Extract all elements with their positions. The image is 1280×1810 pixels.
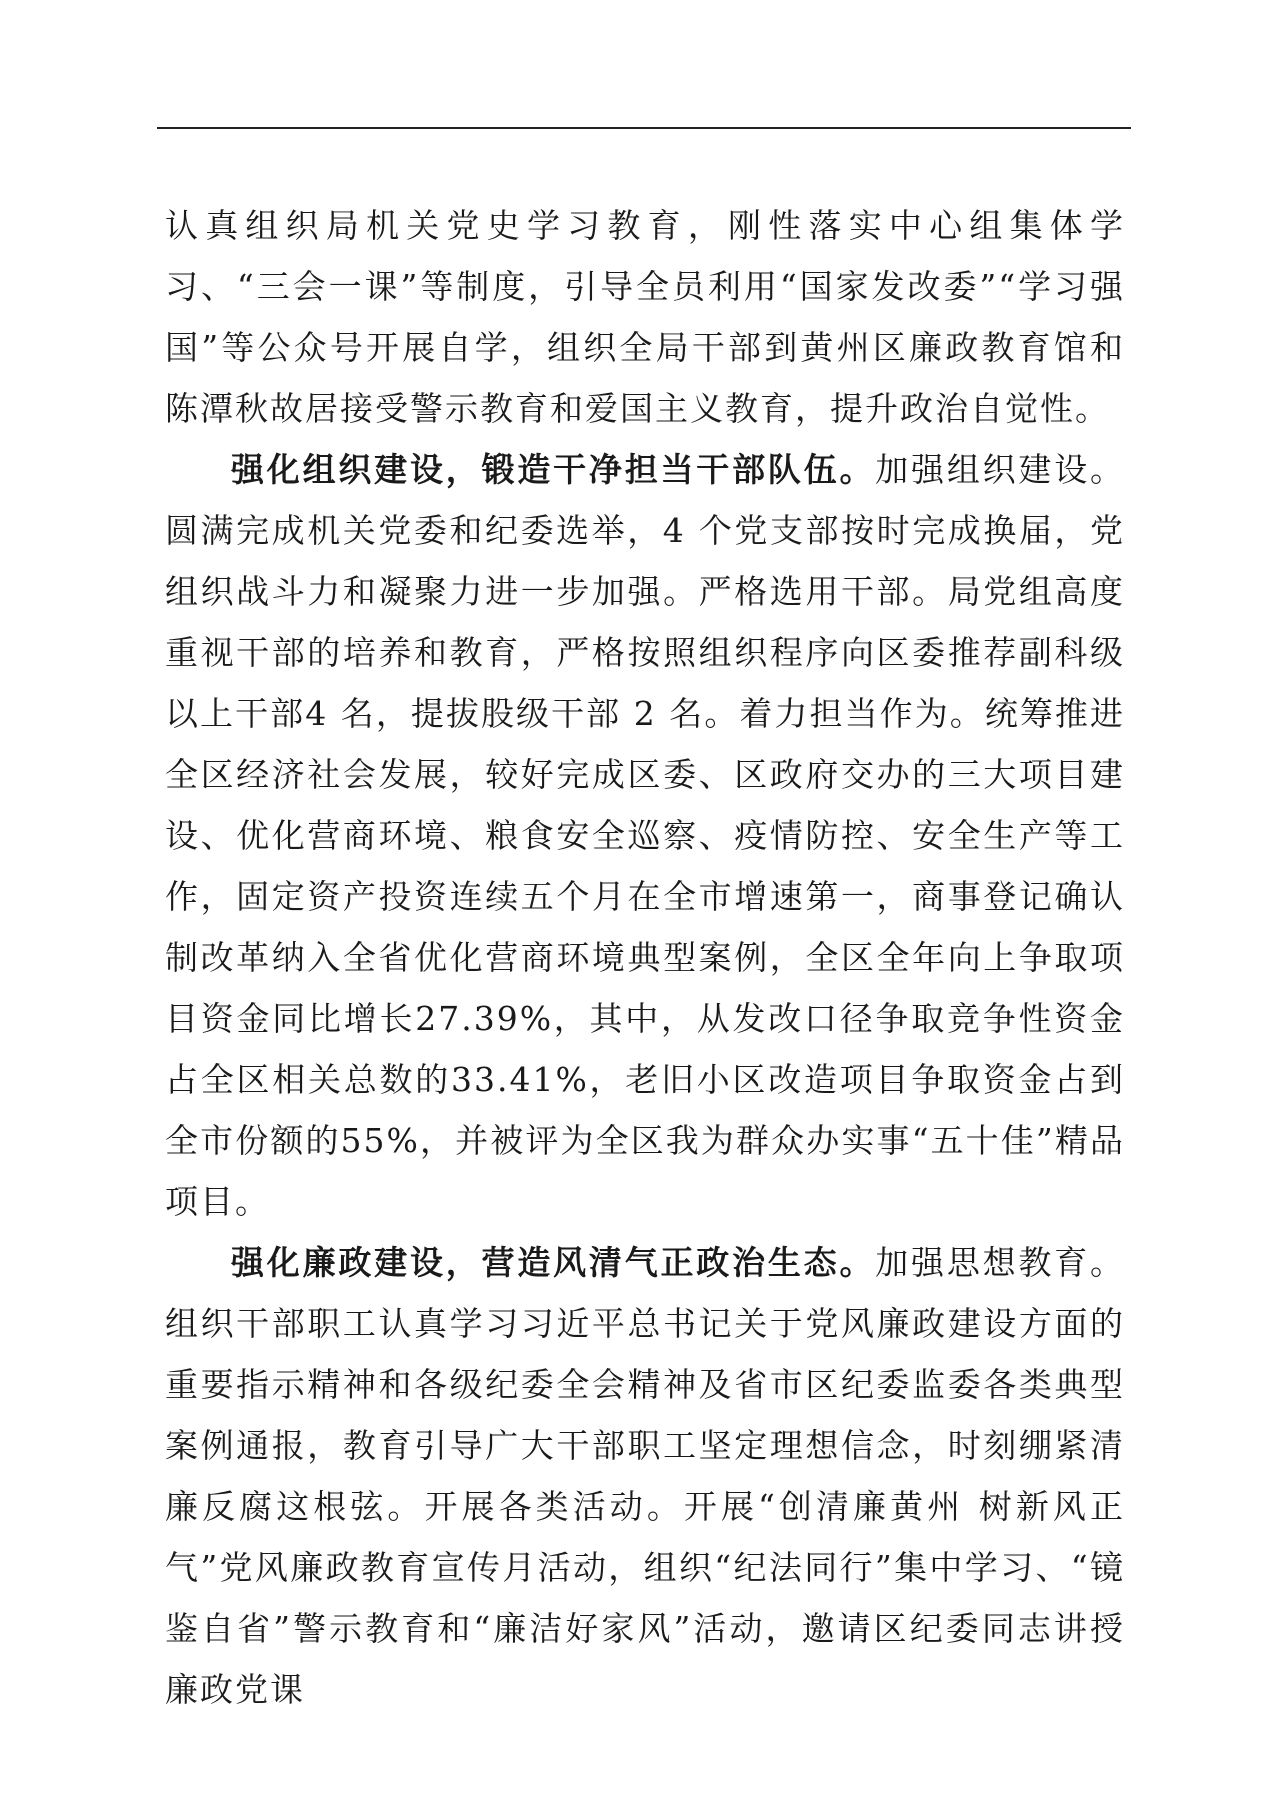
paragraph-1	[165, 195, 1125, 439]
paragraph-1-text: 认真组织局机关党史学习教育，刚性落实中心组集体学习、“三会一课”等制度，引导全员利用“国家发改委”“学习强国”等公众号开展自学，组织全局干部到黄州区廉政教育馆和陈潭秋故居接受警示教育和爱国主义教育，提升政治自觉性。	[165, 206, 1125, 428]
document-body	[165, 195, 1125, 1720]
paragraph-3	[165, 1232, 1125, 1720]
header-rule	[157, 127, 1131, 129]
paragraph-3-text: 加强思想教育。组织干部职工认真学习习近平总书记关于党风廉政建设方面的重要指示精神和各级纪委全会精神及省市区纪委监委各类典型案例通报，教育引导广大干部职工坚定理想信念，时刻绷紧清廉反腐这根弦。开展各类活动。开展“创清廉黄州 树新风正气”党风廉政教育宣传月活动，组织“纪法同行”集中学习、“镜鉴自省”警示教育和“廉洁好家风”活动，邀请区纪委同志讲授廉政党课	[165, 1243, 1126, 1709]
paragraph-2	[165, 439, 1125, 1232]
paragraph-3-heading: 强化廉政建设，营造风清气正政治生态。	[231, 1243, 876, 1282]
paragraph-2-text: 加强组织建设。圆满完成机关党委和纪委选举，4 个党支部按时完成换届，党组织战斗力和凝聚力进一步加强。严格选用干部。局党组高度重视干部的培养和教育，严格按照组织程序向区委推荐副科级以上干部4 名，提拔股级干部 2 名。着力担当作为。统筹推进全区经济社会发展，较好完成区委、区政府交办的三大项目建设、优化营商环境、粮食安全巡察、疫情防控、安全生产等工作，固定资产投资连续五个月在全市增速第一，商事登记确认制改革纳入全省优化营商环境典型案例，全区全年向上争取项目资金同比增长27.39%，其中，从发改口径争取竞争性资金占全区相关总数的33.41%，老旧小区改造项目争取资金占到全市份额的55%，并被评为全区我为群众办实事“五十佳”精品项目。	[165, 450, 1126, 1221]
paragraph-2-heading: 强化组织建设，锻造干净担当干部队伍。	[231, 450, 876, 489]
